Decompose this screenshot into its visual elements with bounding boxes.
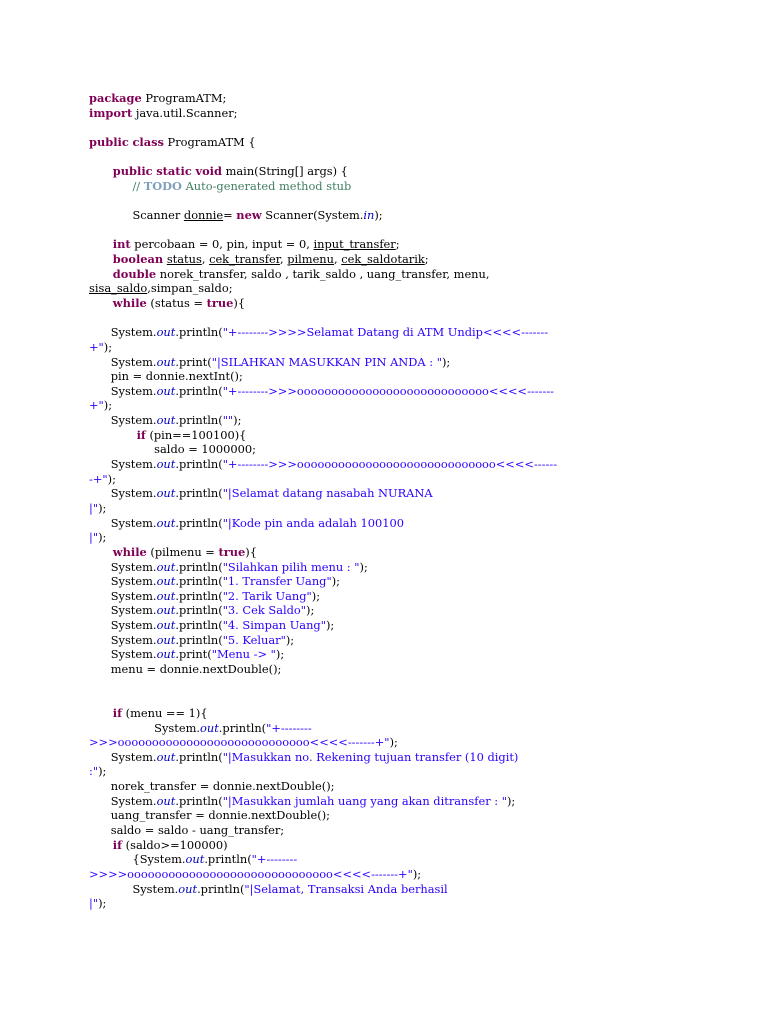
code-token: >>>>oooooooooooooooooooooooooooooo<<<<-------+" [89, 866, 413, 881]
code-token: .println( [175, 632, 223, 647]
code-token: ,simpan_saldo; [147, 281, 233, 296]
code-token: "" [222, 413, 234, 428]
code-token: "5. Keluar" [222, 632, 286, 647]
code-token: if [89, 705, 123, 720]
code-token: uang_transfer = donnie.nextDouble(); [89, 808, 330, 823]
code-token: System. [89, 413, 157, 428]
code-line [89, 355, 689, 370]
code-token: ; [395, 237, 400, 252]
code-token: out [156, 574, 176, 589]
code-token: "1. Transfer Uang" [222, 574, 332, 589]
code-token: , [279, 252, 288, 267]
code-line [89, 486, 689, 501]
code-token: input_transfer [313, 237, 396, 252]
code-token: .println( [175, 793, 223, 808]
code-token: "+-------->>>oooooooooooooooooooooooooooo<<<<------- [222, 383, 555, 398]
code-token: |" [89, 896, 99, 911]
code-line [89, 808, 689, 823]
code-token: {System. [89, 852, 186, 867]
code-token: static [156, 164, 192, 179]
code-line [89, 398, 689, 413]
code-token: in [363, 208, 375, 223]
code-token: = [223, 208, 237, 223]
code-token: ); [98, 896, 107, 911]
code-token: out [156, 588, 176, 603]
code-line [89, 823, 689, 838]
code-token: out [156, 413, 176, 428]
code-token: System. [89, 354, 157, 369]
code-token: out [156, 559, 176, 574]
code-token: int [89, 237, 131, 252]
code-line [89, 735, 689, 750]
code-token: ); [389, 735, 398, 750]
code-line [89, 384, 689, 399]
code-token: while [89, 295, 147, 310]
code-token: System. [89, 603, 157, 618]
code-token: sisa_saldo [89, 281, 148, 296]
code-line [89, 281, 689, 296]
code-token: , [201, 252, 210, 267]
code-token: ); [359, 559, 368, 574]
code-token: out [156, 749, 176, 764]
code-line [89, 164, 689, 179]
code-token: "+-------- [251, 852, 298, 867]
code-token: out [156, 603, 176, 618]
code-token: "Menu -> " [211, 647, 276, 662]
code-token: |" [89, 530, 99, 545]
code-line [89, 472, 689, 487]
code-token: ); [311, 588, 321, 603]
code-token: :" [89, 764, 99, 779]
code-token: pilmenu [287, 252, 334, 267]
code-token: main(String[] args) { [221, 164, 348, 179]
code-token: ProgramATM; [141, 91, 227, 105]
code-token: "|Kode pin anda adalah 100100 [222, 515, 404, 530]
code-line [89, 442, 689, 457]
code-token: donnie [183, 208, 224, 223]
code-line [89, 296, 689, 311]
code-line [89, 413, 689, 428]
code-token: .println( [218, 720, 267, 735]
code-token: .print( [175, 647, 212, 662]
code-line [89, 633, 689, 648]
code-token: true [218, 544, 246, 559]
code-line [89, 193, 689, 208]
code-token: "|Masukkan no. Rekening tujuan transfer (10 digit) [222, 749, 519, 764]
code-token: class [132, 134, 164, 149]
code-token: (status = [146, 295, 207, 310]
code-token: out [156, 486, 176, 501]
code-token: System. [89, 588, 157, 603]
code-line [89, 252, 689, 267]
code-line [89, 150, 689, 165]
code-token: out [156, 618, 176, 633]
code-token: ); [98, 764, 107, 779]
code-token: new [236, 208, 262, 223]
code-token: import [89, 105, 133, 120]
code-line [89, 106, 689, 121]
code-token: ); [233, 413, 242, 428]
code-token: System. [89, 486, 157, 501]
code-line [89, 794, 689, 809]
code-line [89, 618, 689, 633]
code-token: System. [89, 881, 179, 896]
code-line [89, 662, 689, 677]
code-token: cek_saldotarik [341, 252, 425, 267]
code-token: Scanner(System. [261, 208, 364, 223]
code-token: System. [89, 515, 157, 530]
code-token: // [89, 178, 144, 193]
code-token: out [156, 325, 176, 340]
code-line [89, 267, 689, 282]
code-token: out [156, 354, 176, 369]
code-line [89, 369, 689, 384]
code-token: , [333, 252, 342, 267]
code-line [89, 311, 689, 326]
code-token: ); [98, 500, 107, 515]
code-token: out [156, 793, 176, 808]
code-line [89, 428, 689, 443]
code-token: "|Selamat, Transaksi Anda berhasil [244, 881, 448, 896]
code-token: System. [89, 632, 157, 647]
code-token: double [89, 266, 157, 281]
code-token: ); [506, 793, 516, 808]
code-token: norek_transfer = donnie.nextDouble(); [89, 779, 335, 794]
code-line [89, 135, 689, 150]
code-token: ); [306, 603, 315, 618]
code-line [89, 223, 689, 238]
code-token: |" [89, 500, 99, 515]
code-token: System. [89, 618, 157, 633]
code-token: System. [89, 793, 157, 808]
code-token: (saldo>=100000) [122, 837, 228, 852]
code-token: out [178, 881, 198, 896]
code-token: out [185, 852, 205, 867]
code-line [89, 867, 689, 882]
code-line [89, 545, 689, 560]
code-token: cek_transfer [209, 252, 280, 267]
code-token: ); [412, 866, 422, 881]
code-token: out [156, 515, 176, 530]
code-token: "2. Tarik Uang" [222, 588, 312, 603]
code-token: if [89, 427, 146, 442]
code-line [89, 838, 689, 853]
code-token: (pilmenu = [146, 544, 219, 559]
code-token: -+" [89, 471, 108, 486]
code-token: out [156, 647, 176, 662]
code-token: ); [285, 632, 295, 647]
code-line [89, 647, 689, 662]
code-line [89, 677, 689, 692]
java-source-code [89, 91, 689, 911]
code-token: System. [89, 749, 157, 764]
code-token: menu = donnie.nextDouble(); [89, 661, 282, 676]
code-line [89, 208, 689, 223]
code-line [89, 691, 689, 706]
code-token: .println( [175, 588, 223, 603]
code-token: ; [424, 252, 429, 267]
code-line [89, 603, 689, 618]
code-line [89, 501, 689, 516]
code-line [89, 516, 689, 531]
code-token: norek_transfer, saldo , tarik_saldo , uang_transfer, menu, [156, 266, 490, 281]
code-token: ){ [233, 295, 246, 310]
code-line [89, 179, 689, 194]
code-token: Scanner [89, 208, 184, 223]
code-token: .println( [204, 852, 252, 867]
code-token: out [156, 457, 176, 472]
code-token: "Silahkan pilih menu : " [222, 559, 360, 574]
code-token: .println( [175, 413, 223, 428]
code-token: .println( [175, 515, 223, 530]
code-token: Auto-generated method stub [181, 178, 352, 193]
code-token: "3. Cek Saldo" [222, 603, 307, 618]
code-token: .println( [175, 559, 223, 574]
code-line [89, 91, 689, 106]
code-token: pin = donnie.nextInt(); [89, 369, 243, 384]
code-line [89, 340, 689, 355]
code-token: >>>oooooooooooooooooooooooooooo<<<<-------+" [89, 735, 390, 750]
code-token: TODO [143, 178, 182, 193]
code-token: void [195, 164, 222, 179]
code-token: System. [89, 325, 157, 340]
code-line [89, 852, 689, 867]
code-token: percobaan = 0, pin, input = 0, [130, 237, 314, 252]
code-token: .println( [175, 486, 223, 501]
code-token: System. [89, 574, 157, 589]
code-line [89, 764, 689, 779]
code-line [89, 325, 689, 340]
code-token: ProgramATM { [163, 134, 256, 149]
code-token: ); [441, 354, 451, 369]
code-token: out [156, 632, 176, 647]
code-token: .print( [175, 354, 212, 369]
code-line [89, 574, 689, 589]
code-token: +" [89, 398, 104, 413]
code-token: true [206, 295, 234, 310]
code-token: ); [103, 398, 113, 413]
code-token: "|Masukkan jumlah uang yang akan ditransfer : " [222, 793, 507, 808]
code-token: .println( [175, 603, 223, 618]
code-token: status [166, 252, 202, 267]
code-token: "|Selamat datang nasabah NURANA [222, 486, 433, 501]
code-line [89, 721, 689, 736]
code-token: ); [331, 574, 341, 589]
code-token: ); [107, 471, 116, 486]
code-token: "|SILAHKAN MASUKKAN PIN ANDA : " [211, 354, 442, 369]
code-token: ); [98, 530, 107, 545]
code-token: while [89, 544, 147, 559]
code-token: .println( [175, 383, 223, 398]
code-token: out [200, 720, 219, 735]
code-line [89, 560, 689, 575]
code-line [89, 589, 689, 604]
code-token: public [89, 164, 153, 179]
code-token: saldo = 1000000; [89, 442, 256, 457]
code-line [89, 457, 689, 472]
code-line [89, 237, 689, 252]
code-line [89, 896, 689, 911]
code-token: if [89, 837, 123, 852]
code-token: (pin==100100){ [145, 427, 247, 442]
code-token: (menu == 1){ [122, 705, 208, 720]
code-token: saldo = saldo - uang_transfer; [89, 823, 285, 838]
code-line [89, 706, 689, 721]
code-token: .println( [175, 574, 223, 589]
code-token: "+-------->>>>Selamat Datang di ATM Undip<<<<------- [222, 325, 549, 340]
code-line [89, 530, 689, 545]
code-token: .println( [175, 325, 223, 340]
code-token: ); [275, 647, 285, 662]
code-token: System. [89, 457, 157, 472]
code-token: ); [374, 208, 383, 223]
code-line [89, 750, 689, 765]
code-token: "+-------- [266, 720, 312, 735]
code-token: .println( [175, 749, 223, 764]
code-token: ); [325, 618, 335, 633]
code-token: System. [89, 383, 157, 398]
code-token: .println( [197, 881, 245, 896]
code-token: "+-------->>>ooooooooooooooooooooooooooooo<<<<------ [222, 457, 558, 472]
code-line [89, 120, 689, 135]
code-token: ){ [245, 544, 257, 559]
code-token: +" [89, 339, 104, 354]
code-line [89, 779, 689, 794]
code-token: public [89, 134, 129, 149]
code-token: java.util.Scanner; [132, 105, 238, 120]
code-token: "4. Simpan Uang" [222, 618, 326, 633]
code-token: .println( [175, 618, 223, 633]
code-token: ); [103, 339, 113, 354]
code-token: package [89, 91, 142, 105]
code-token: out [156, 383, 176, 398]
code-token: boolean [89, 252, 164, 267]
code-line [89, 882, 689, 897]
code-token: System. [89, 720, 200, 735]
code-token: System. [89, 559, 157, 574]
code-token: System. [89, 647, 157, 662]
code-token: .println( [175, 457, 223, 472]
